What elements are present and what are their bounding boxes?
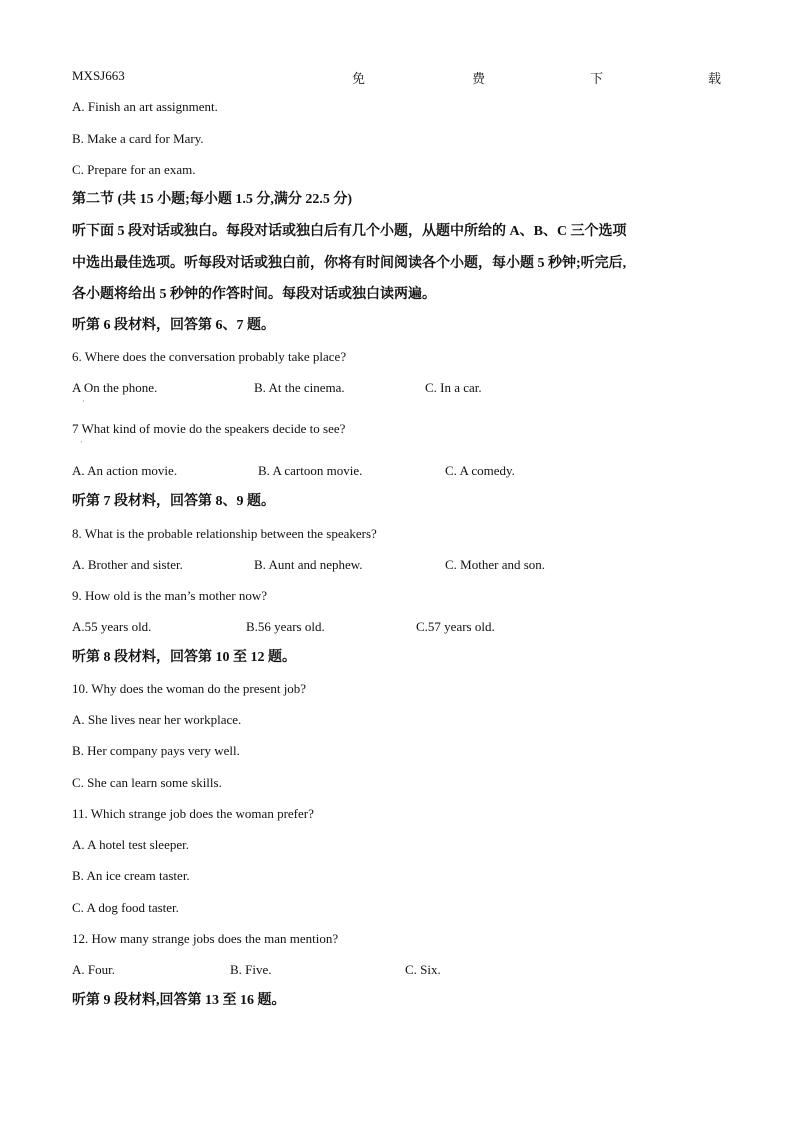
question-10: 10. Why does the woman do the present job? xyxy=(72,681,307,696)
question-11: 11. Which strange job does the woman prefer? xyxy=(72,806,314,821)
question-8-option-b: B. Aunt and nephew. xyxy=(254,557,363,572)
question-11-option-c: C. A dog food taster. xyxy=(72,900,179,915)
question-12-option-c: C. Six. xyxy=(405,962,441,977)
material-6-heading: 听第 6 段材料，回答第 6、7 题。 xyxy=(72,318,275,333)
material-9-heading: 听第 9 段材料,回答第 13 至 16 题。 xyxy=(72,993,286,1008)
question-10-option-c: C. She can learn some skills. xyxy=(72,775,222,790)
stray-mark: · xyxy=(80,438,83,447)
question-12-option-a: A. Four. xyxy=(72,962,115,977)
instructions-line-1: 听下面 5 段对话或独白。每段对话或独白后有几个小题，从题中所给的 A、B、C 三个选项 xyxy=(72,224,627,239)
question-6: 6. Where does the conversation probably take place? xyxy=(72,349,347,364)
stray-mark: · xyxy=(82,397,85,406)
instructions-line-3: 各小题将给出 5 秒钟的作答时间。每段对话或独白读两遍。 xyxy=(72,287,436,302)
question-9-option-b: B.56 years old. xyxy=(246,619,325,634)
question-12-option-b: B. Five. xyxy=(230,962,272,977)
question-11-option-a: A. A hotel test sleeper. xyxy=(72,837,189,852)
header-char-2: 费 xyxy=(472,71,486,86)
material-7-heading: 听第 7 段材料，回答第 8、9 题。 xyxy=(72,494,275,509)
question-7-option-b: B. A cartoon movie. xyxy=(258,463,363,478)
question-8: 8. What is the probable relationship between the speakers? xyxy=(72,526,377,541)
option-b-card: B. Make a card for Mary. xyxy=(72,131,204,146)
question-9: 9. How old is the man’s mother now? xyxy=(72,588,267,603)
question-6-option-b: B. At the cinema. xyxy=(254,380,345,395)
question-7: 7 What kind of movie do the speakers decide to see? xyxy=(72,421,346,436)
question-9-option-a: A.55 years old. xyxy=(72,619,152,634)
material-8-heading: 听第 8 段材料，回答第 10 至 12 题。 xyxy=(72,650,296,665)
question-9-option-c: C.57 years old. xyxy=(416,619,495,634)
option-c-exam: C. Prepare for an exam. xyxy=(72,162,196,177)
question-10-option-b: B. Her company pays very well. xyxy=(72,743,240,758)
instructions-line-2: 中选出最佳选项。听每段对话或独白前，你将有时间阅读各个小题，每小题 5 秒钟;听完后, xyxy=(72,256,627,271)
question-11-option-b: B. An ice cream taster. xyxy=(72,868,190,883)
question-7-option-a: A. An action movie. xyxy=(72,463,178,478)
section-title: 第二节 (共 15 小题;每小题 1.5 分,满分 22.5 分) xyxy=(72,192,352,207)
question-6-option-a: A On the phone. xyxy=(72,380,158,395)
question-12: 12. How many strange jobs does the man mention? xyxy=(72,931,339,946)
header-char-1: 免 xyxy=(352,71,366,86)
question-10-option-a: A. She lives near her workplace. xyxy=(72,712,242,727)
question-8-option-c: C. Mother and son. xyxy=(445,557,546,572)
question-7-option-c: C. A comedy. xyxy=(445,463,515,478)
question-8-option-a: A. Brother and sister. xyxy=(72,557,183,572)
header-char-3: 下 xyxy=(590,71,604,86)
question-6-option-c: C. In a car. xyxy=(425,380,482,395)
option-a-art: A. Finish an art assignment. xyxy=(72,99,218,114)
header-code: MXSJ663 xyxy=(72,68,125,83)
header-char-4: 载 xyxy=(708,71,722,86)
